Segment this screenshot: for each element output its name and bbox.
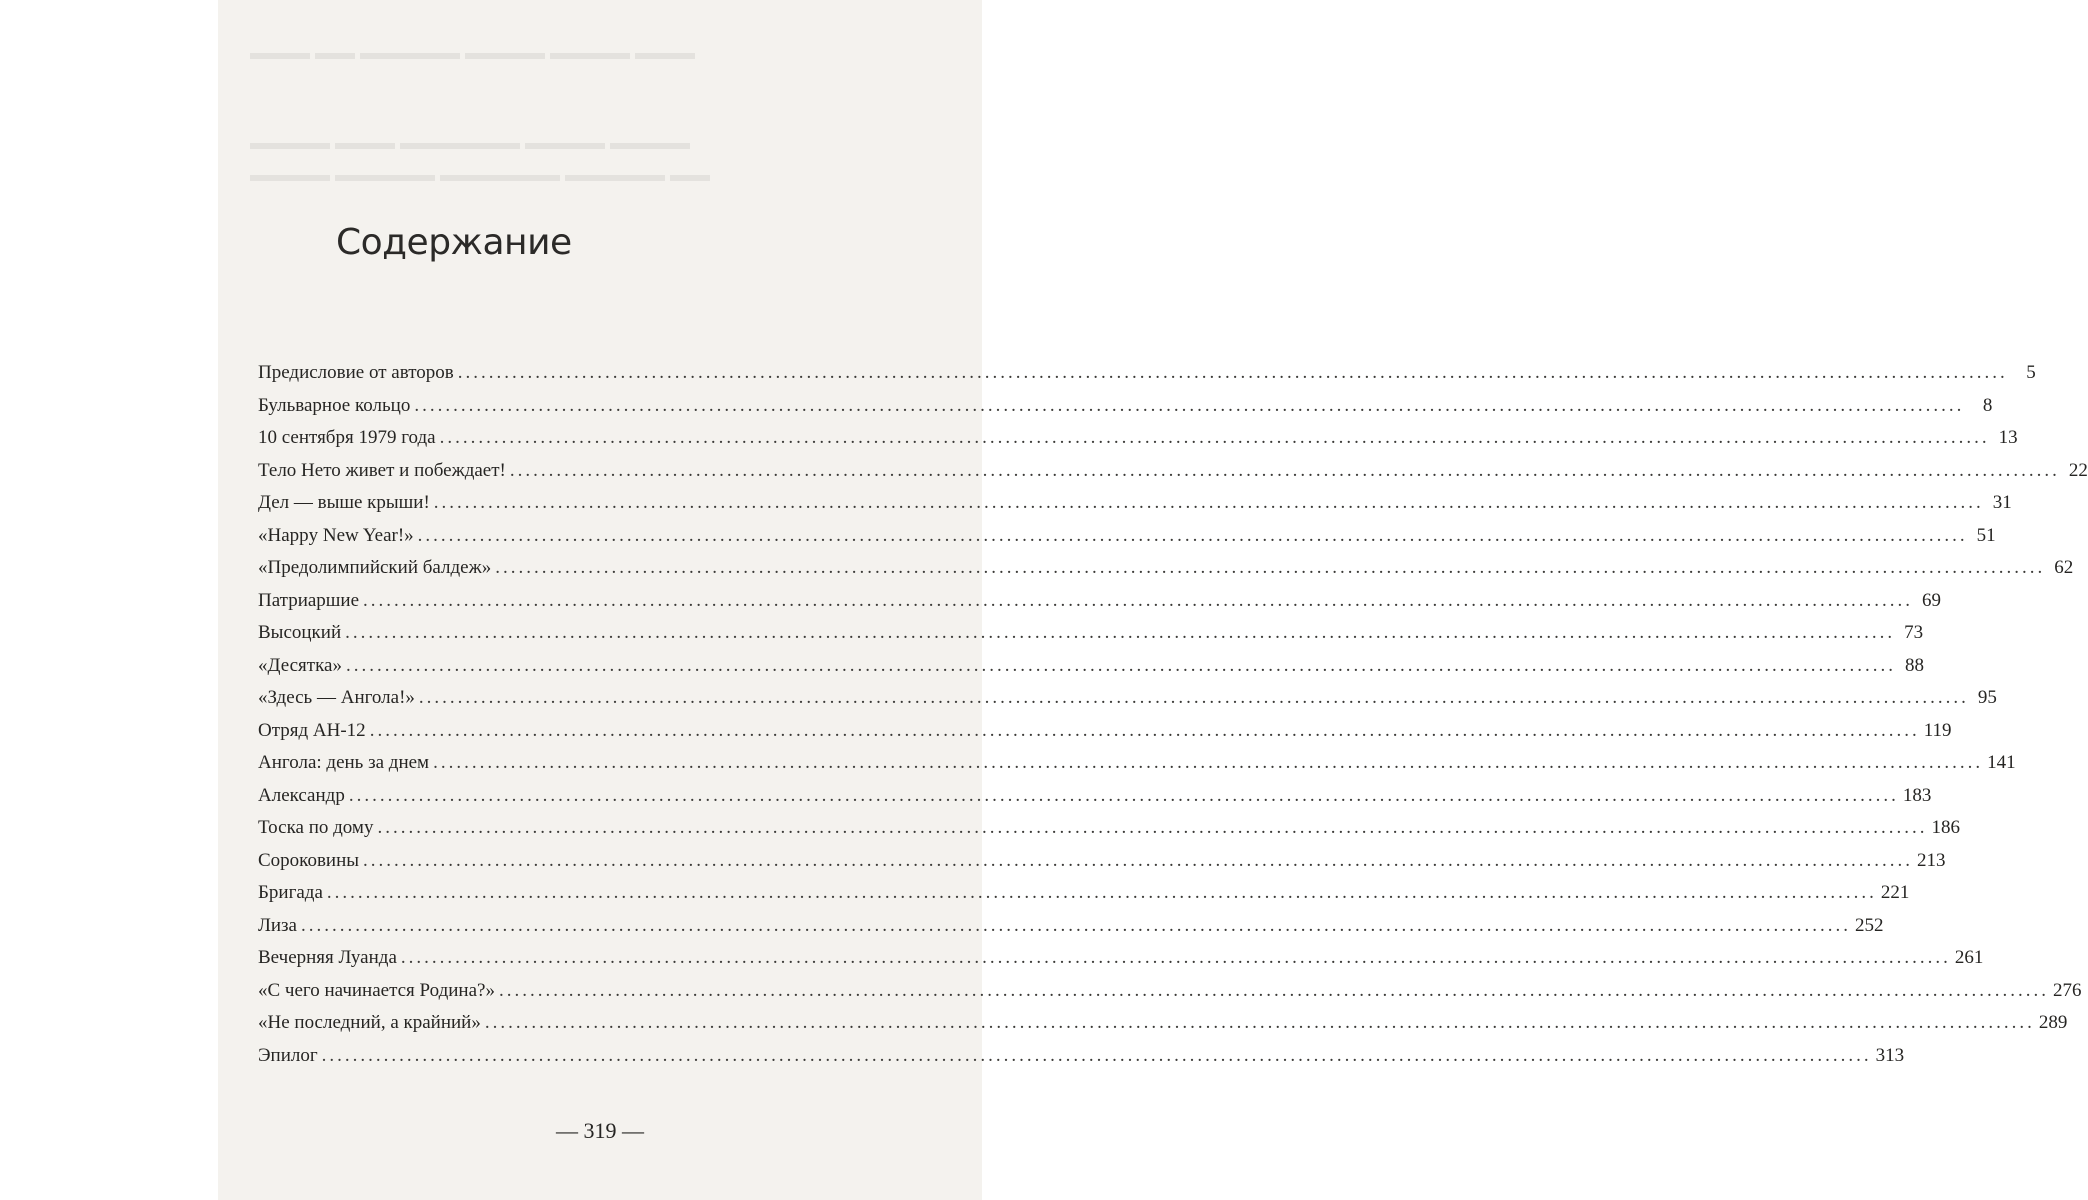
toc-entry-title: Александр <box>258 784 345 806</box>
toc-entry-page: 73 <box>1904 622 1924 643</box>
toc-entry <box>258 1044 1905 1078</box>
toc-entry-page: 313 <box>1875 1044 1905 1066</box>
toc-entry-title: «Здесь — Ангола!» <box>258 687 415 708</box>
toc-entry-page: 289 <box>2038 1012 2068 1033</box>
toc-entry-page: 13 <box>1998 427 2018 448</box>
dot-leader: ........................................................................................................................................................................................................ <box>509 459 2060 481</box>
dot-leader: ........................................................................................................................................................................................................ <box>326 882 1877 903</box>
toc-entry-page: 51 <box>1976 524 1996 546</box>
dot-leader: ........................................................................................................................................................................................................ <box>363 589 1914 611</box>
toc-entry-page: 69 <box>1922 589 1942 611</box>
toc-entry-page: 141 <box>1987 752 2016 773</box>
toc-entry <box>258 979 2082 1013</box>
dot-leader: ........................................................................................................................................................................................................ <box>345 654 1896 676</box>
toc-entry-title: «С чего начинается Родина?» <box>258 979 495 1001</box>
toc-entry-title: 10 сентября 1979 года <box>258 427 436 448</box>
dot-leader: ........................................................................................................................................................................................................ <box>348 784 1899 806</box>
toc-entry-page: 31 <box>1992 492 2012 513</box>
dot-leader: ........................................................................................................................................................................................................ <box>369 719 1920 741</box>
dot-leader: ........................................................................................................................................................................................................ <box>439 427 1990 448</box>
toc-entry <box>258 784 1932 818</box>
toc-entry-title: Предисловие от авторов <box>258 362 454 383</box>
toc-entry <box>258 589 1942 623</box>
toc-entry <box>258 687 1997 720</box>
toc-entry-page: 62 <box>2054 557 2074 578</box>
toc-entry-page: 252 <box>1855 914 1884 936</box>
toc-entry <box>258 654 1924 688</box>
toc-entry-page: 22 <box>2068 459 2088 481</box>
table-of-contents <box>258 362 2088 1077</box>
dot-leader: ........................................................................................................................................................................................................ <box>433 492 1984 513</box>
toc-entry-page: 221 <box>1880 882 1910 903</box>
dot-leader: ........................................................................................................................................................................................................ <box>417 524 1968 546</box>
toc-entry <box>258 849 1946 883</box>
toc-entry <box>258 914 1884 948</box>
toc-entry <box>258 752 2016 785</box>
toc-entry-title: Ангола: день за днем <box>258 752 430 773</box>
toc-entry-title: Вечерняя Луанда <box>258 947 397 968</box>
dot-leader: ........................................................................................................................................................................................................ <box>418 687 1969 708</box>
dot-leader: ........................................................................................................................................................................................................ <box>321 1044 1872 1066</box>
toc-entry-title: Сороковины <box>258 849 360 871</box>
show-through-text: ▬▬▬▬ ▬▬▬ ▬▬▬▬▬▬ ▬▬▬▬ ▬▬▬▬ <box>250 132 690 154</box>
toc-entry-page: 8 <box>1982 394 1993 416</box>
toc-entry-title: Высоцкий <box>258 622 342 643</box>
toc-entry <box>258 362 2036 395</box>
toc-entry-title: «Не последний, а крайний» <box>258 1012 481 1033</box>
toc-entry <box>258 719 1952 753</box>
page-number: — 319 — <box>556 1118 644 1143</box>
dot-leader: ........................................................................................................................................................................................................ <box>498 979 2049 1001</box>
dot-leader: ........................................................................................................................................................................................................ <box>433 752 1984 773</box>
toc-entry <box>258 459 2088 493</box>
dot-leader: ........................................................................................................................................................................................................ <box>377 817 1928 838</box>
show-through-text: ▬▬▬▬ ▬▬▬▬▬ ▬▬▬▬▬▬ ▬▬▬▬▬ ▬▬ <box>250 164 710 186</box>
toc-entry <box>258 427 2018 460</box>
toc-entry <box>258 882 1910 915</box>
dot-leader: ........................................................................................................................................................................................................ <box>363 849 1914 871</box>
toc-entry <box>258 524 1996 558</box>
toc-entry <box>258 622 1924 655</box>
toc-entry <box>258 817 1960 850</box>
toc-entry-title: «Предолимпийский балдеж» <box>258 557 492 578</box>
toc-entry-title: Отряд АН-12 <box>258 719 366 741</box>
toc-entry <box>258 492 2012 525</box>
toc-entry-title: Тоска по дому <box>258 817 374 838</box>
toc-entry-page: 88 <box>1904 654 1924 676</box>
toc-entry-title: Бригада <box>258 882 323 903</box>
dot-leader: ........................................................................................................................................................................................................ <box>484 1012 2035 1033</box>
toc-entry-page: 186 <box>1931 817 1960 838</box>
toc-entry-title: Патриаршие <box>258 589 360 611</box>
toc-entry-title: «Happy New Year!» <box>258 524 414 546</box>
toc-entry-title: Эпилог <box>258 1044 318 1066</box>
toc-entry-title: Бульварное кольцо <box>258 394 411 416</box>
toc-entry-page: 95 <box>1977 687 1997 708</box>
toc-entry-title: Лиза <box>258 914 297 936</box>
toc-entry-title: Тело Нето живет и побеждает! <box>258 459 506 481</box>
dot-leader: ........................................................................................................................................................................................................ <box>457 362 2008 383</box>
toc-entry-title: «Десятка» <box>258 654 342 676</box>
toc-heading: Содержание <box>336 222 572 263</box>
toc-entry-page: 119 <box>1923 719 1952 741</box>
dot-leader: ........................................................................................................................................................................................................ <box>345 622 1896 643</box>
dot-leader: ........................................................................................................................................................................................................ <box>495 557 2046 578</box>
toc-entry <box>258 1012 2068 1045</box>
toc-entry-title: Дел — выше крыши! <box>258 492 430 513</box>
dot-leader: ........................................................................................................................................................................................................ <box>301 914 1851 936</box>
toc-entry <box>258 557 2074 590</box>
toc-entry-page: 5 <box>2026 362 2036 383</box>
toc-entry-page: 276 <box>2052 979 2082 1001</box>
dot-leader: ........................................................................................................................................................................................................ <box>400 947 1951 968</box>
toc-entry-page: 261 <box>1954 947 1984 968</box>
show-through-text: ▬▬▬ ▬▬ ▬▬▬▬▬ ▬▬▬▬ ▬▬▬▬ ▬▬▬ <box>250 42 695 64</box>
toc-entry-page: 183 <box>1902 784 1932 806</box>
toc-entry-page: 213 <box>1917 849 1946 871</box>
toc-entry <box>258 394 1993 428</box>
toc-entry <box>258 947 1984 980</box>
dot-leader: ........................................................................................................................................................................................................ <box>414 394 1965 416</box>
